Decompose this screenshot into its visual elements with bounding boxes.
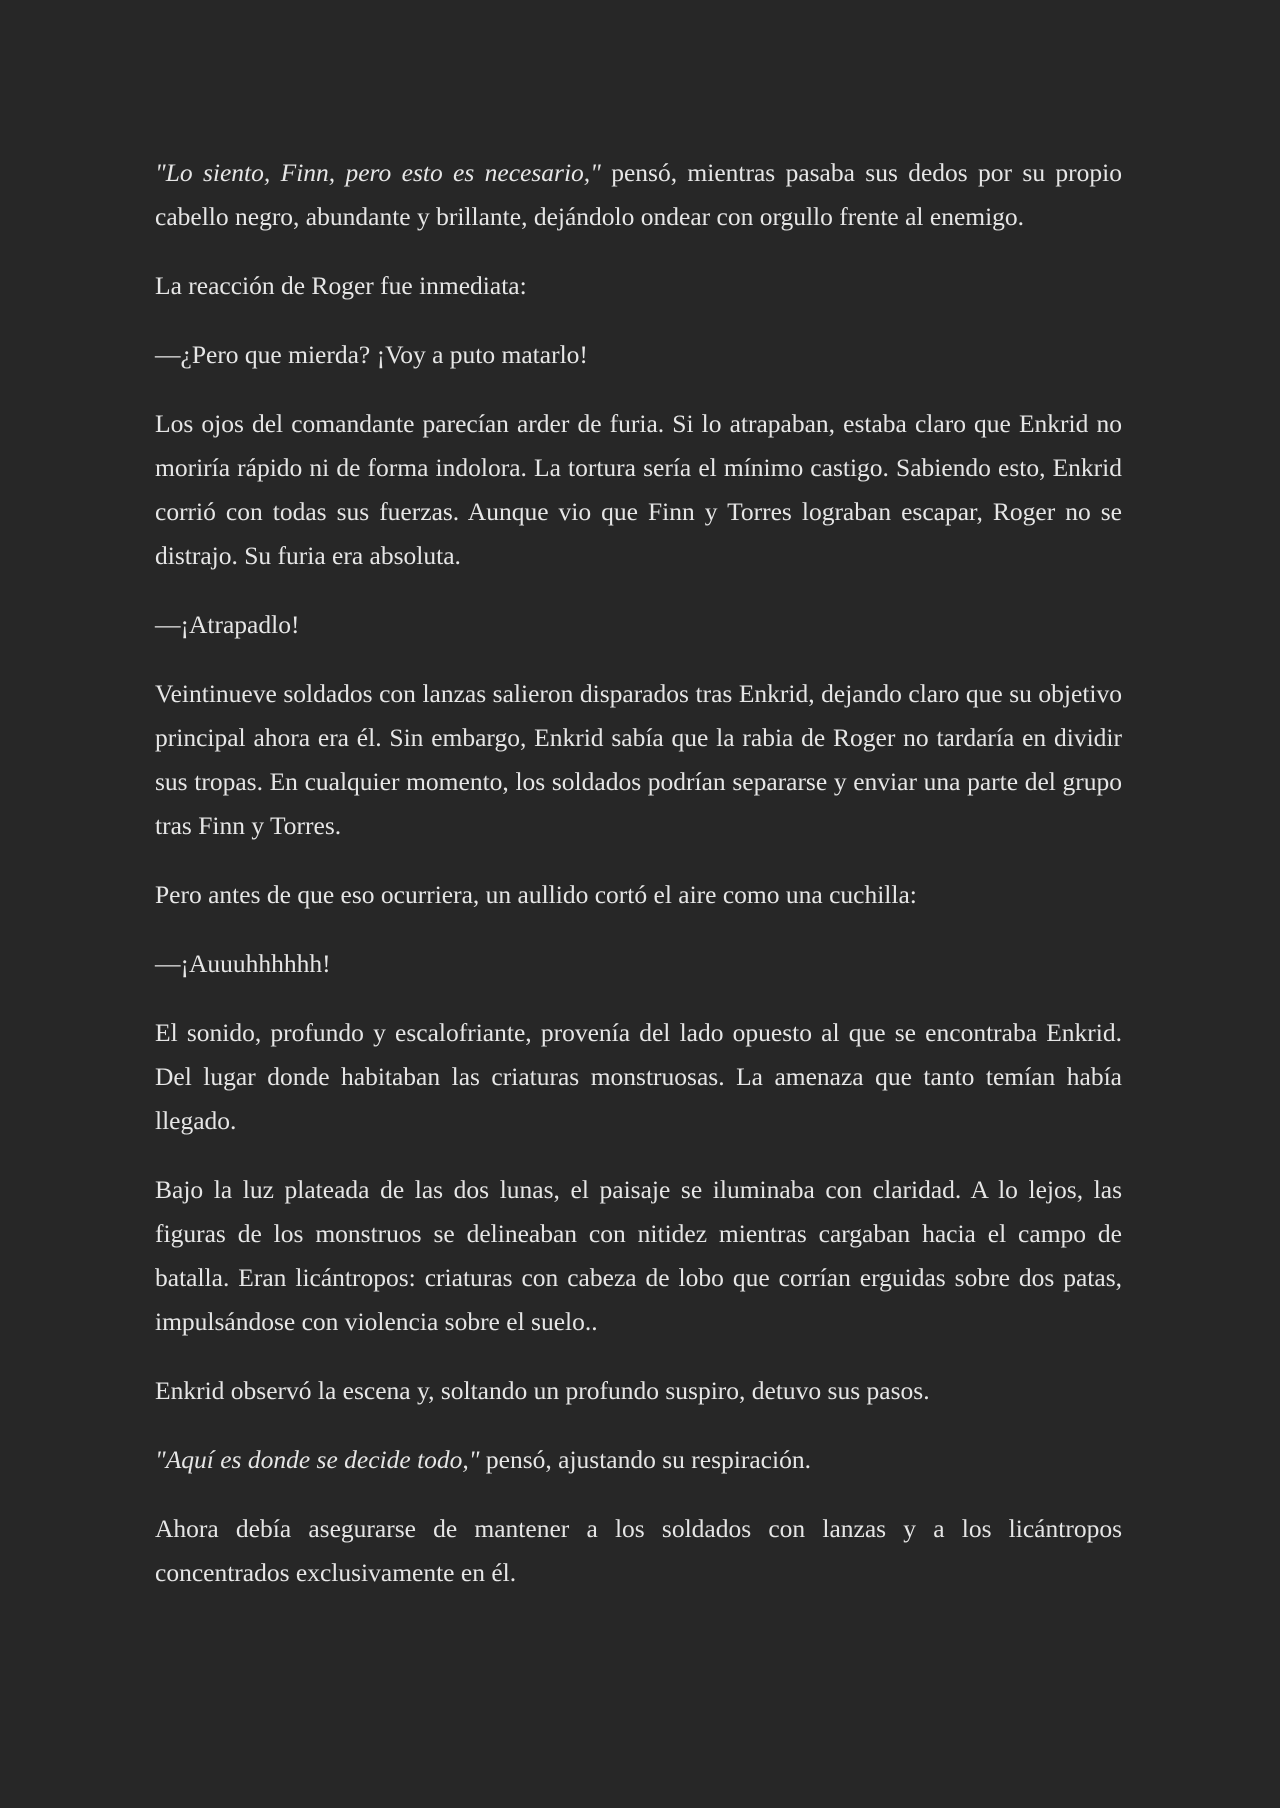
paragraph: Pero antes de que eso ocurriera, un aullido cortó el aire como una cuchilla:	[155, 880, 917, 909]
dialogue-line: —¡Auuuhhhhhh!	[155, 949, 331, 978]
dialogue-line: —¡Atrapadlo!	[155, 610, 300, 639]
paragraph-text: pensó, ajustando su respiración.	[479, 1445, 811, 1474]
paragraph: Veintinueve soldados con lanzas salieron disparados tras Enkrid, dejando claro que su objetivo principal ahora era él. Sin embargo, Enkrid sabía que la rabia de Roger no tardaría en dividir sus tropas. En cualquier momento, los soldados podrían separarse y enviar una parte del grupo tras Finn y Torres.	[155, 679, 1122, 840]
paragraph: Bajo la luz plateada de las dos lunas, el paisaje se iluminaba con claridad. A lo lejos, las figuras de los monstruos se delineaban con nitidez mientras cargaban hacia el campo de batalla. Eran licántropos: criaturas con cabeza de lobo que corrían erguidas sobre dos patas, impulsándose con violencia sobre el suelo..	[155, 1175, 1122, 1336]
paragraph: Ahora debía asegurarse de mantener a los soldados con lanzas y a los licántropos concentrados exclusivamente en él.	[155, 1514, 1122, 1587]
paragraph	[155, 1438, 1122, 1482]
paragraph-text: pensó, mientras pasaba sus dedos por su propio cabello negro, abundante y brillante, dejándolo ondear con orgullo frente al enemigo.	[155, 158, 1122, 231]
dialogue-line: —¿Pero que mierda? ¡Voy a puto matarlo!	[155, 340, 588, 369]
thought-italic: "Lo siento, Finn, pero esto es necesario,"	[155, 158, 601, 187]
chapter-text	[155, 151, 1122, 1620]
paragraph: El sonido, profundo y escalofriante, provenía del lado opuesto al que se encontraba Enkrid. Del lugar donde habitaban las criaturas monstruosas. La amenaza que tanto temían había llegado.	[155, 1018, 1122, 1135]
thought-italic: "Aquí es donde se decide todo,"	[155, 1445, 480, 1474]
paragraph	[155, 151, 1122, 239]
paragraph: La reacción de Roger fue inmediata:	[155, 271, 527, 300]
paragraph: Enkrid observó la escena y, soltando un profundo suspiro, detuvo sus pasos.	[155, 1376, 930, 1405]
paragraph: Los ojos del comandante parecían arder de furia. Si lo atrapaban, estaba claro que Enkrid no moriría rápido ni de forma indolora. La tortura sería el mínimo castigo. Sabiendo esto, Enkrid corrió con todas sus fuerzas. Aunque vio que Finn y Torres lograban escapar, Roger no se distrajo. Su furia era absoluta.	[155, 409, 1122, 570]
